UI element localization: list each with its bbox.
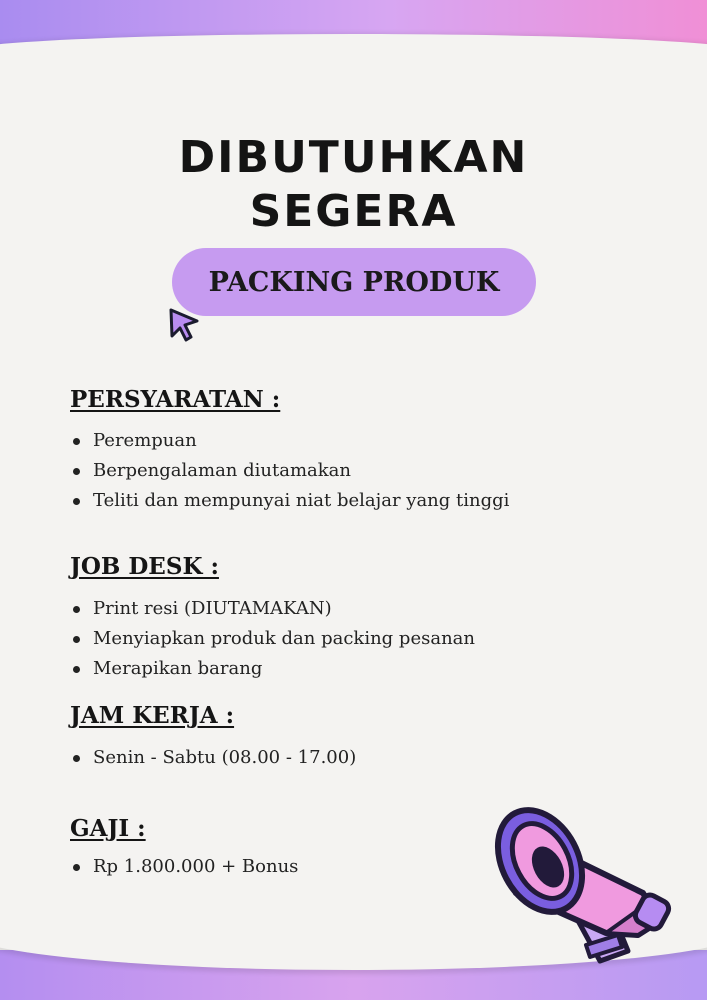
cursor-arrow-icon bbox=[166, 304, 202, 344]
title-line-1: DIBUTUHKAN bbox=[178, 132, 529, 183]
megaphone-icon bbox=[488, 775, 688, 985]
requirements-heading: PERSYARATAN : bbox=[70, 386, 281, 413]
title-line-2: SEGERA bbox=[249, 186, 458, 237]
position-pill bbox=[172, 248, 536, 316]
work-hours-heading: JAM KERJA : bbox=[70, 702, 235, 729]
list-item: Menyiapkan produk dan packing pesanan bbox=[70, 624, 475, 654]
list-item: Merapikan barang bbox=[70, 654, 475, 684]
list-item: Senin - Sabtu (08.00 - 17.00) bbox=[70, 743, 356, 773]
job-desk-list bbox=[70, 594, 475, 684]
list-item: Print resi (DIUTAMAKAN) bbox=[70, 594, 475, 624]
list-item: Perempuan bbox=[70, 426, 509, 456]
list-item: Teliti dan mempunyai niat belajar yang tinggi bbox=[70, 486, 509, 516]
work-hours-list bbox=[70, 743, 356, 773]
salary-heading: GAJI : bbox=[70, 815, 146, 842]
position-label: PACKING PRODUK bbox=[208, 266, 500, 298]
list-item: Berpengalaman diutamakan bbox=[70, 456, 509, 486]
job-desk-heading: JOB DESK : bbox=[70, 553, 219, 580]
requirements-list bbox=[70, 426, 509, 516]
list-item: Rp 1.800.000 + Bonus bbox=[70, 852, 298, 882]
salary-list bbox=[70, 852, 298, 882]
